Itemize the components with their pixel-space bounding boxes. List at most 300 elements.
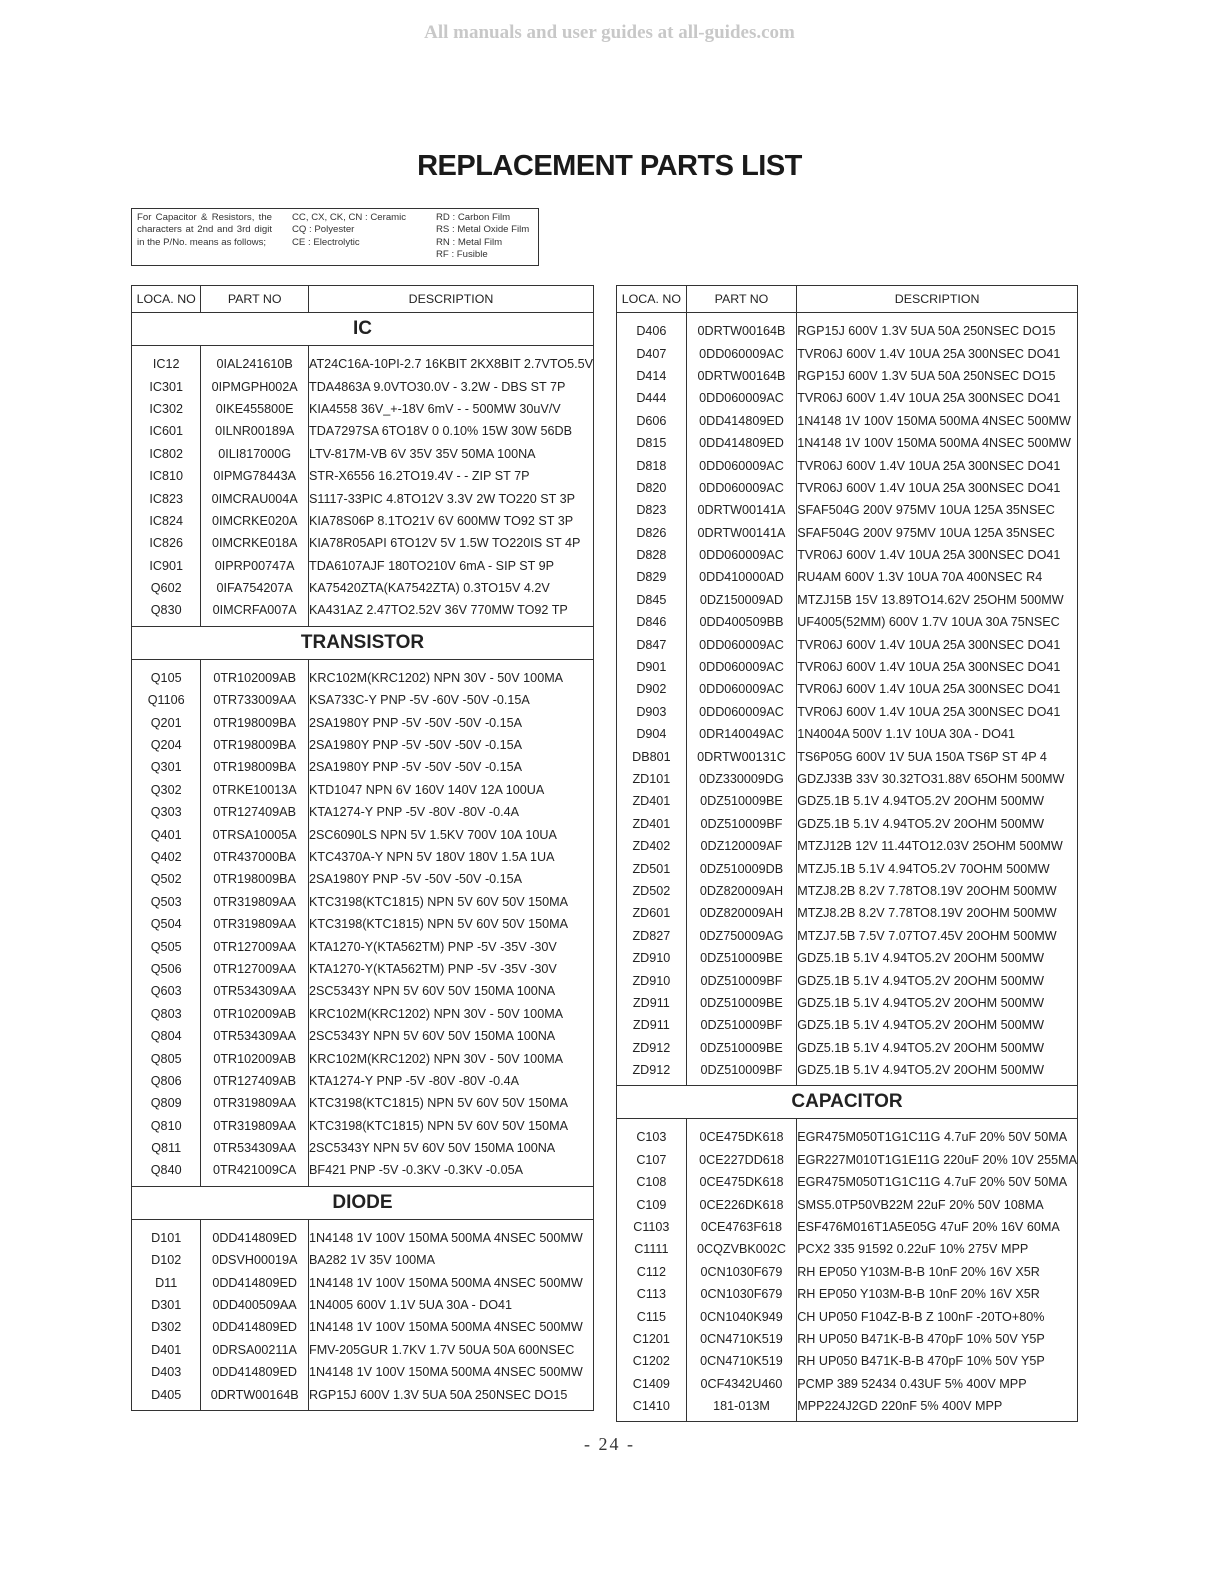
table-row (617, 342, 1078, 364)
part-no-cell: 0DZ820009AH (686, 902, 796, 924)
loca-no-cell: C1202 (617, 1350, 687, 1372)
description-cell: MTZJ7.5B 7.5V 7.07TO7.45V 20OHM 500MW (797, 925, 1078, 947)
description-cell: 2SC5343Y NPN 5V 60V 50V 150MA 100NA (309, 1025, 594, 1047)
part-no-cell: 0TR127009AA (201, 935, 309, 957)
table-row (132, 958, 594, 980)
description-cell: RH UP050 B471K-B-B 470pF 10% 50V Y5P (797, 1350, 1078, 1372)
part-no-cell: 0CE226DK618 (686, 1193, 796, 1215)
loca-no-cell: ZD912 (617, 1037, 687, 1059)
table-row (132, 734, 594, 756)
part-no-cell: 0IMCRFA007A (201, 599, 309, 626)
table-row (132, 510, 594, 532)
description-cell: 1N4148 1V 100V 150MA 500MA 4NSEC 500MW (309, 1219, 594, 1249)
table-row (617, 880, 1078, 902)
table-row (617, 1216, 1078, 1238)
loca-no-cell: Q303 (132, 801, 201, 823)
table-row (617, 454, 1078, 476)
table-row (132, 398, 594, 420)
legend-column-2 (292, 212, 430, 249)
part-no-cell: 0DRTW00164B (686, 313, 796, 343)
description-cell: TDA4863A 9.0VTO30.0V - 3.2W - DBS ST 7P (309, 375, 594, 397)
loca-no-cell: Q204 (132, 734, 201, 756)
description-cell: MTZJ8.2B 8.2V 7.78TO8.19V 20OHM 500MW (797, 902, 1078, 924)
table-row (132, 1316, 594, 1338)
description-cell: 2SC5343Y NPN 5V 60V 50V 150MA 100NA (309, 980, 594, 1002)
table-row (132, 1249, 594, 1271)
loca-no-cell: D828 (617, 544, 687, 566)
loca-no-cell: C109 (617, 1193, 687, 1215)
table-row (617, 902, 1078, 924)
part-no-cell: 0TR319809AA (201, 1092, 309, 1114)
loca-no-cell: D606 (617, 410, 687, 432)
part-no-cell: 0CE475DK618 (686, 1119, 796, 1149)
table-row (132, 935, 594, 957)
loca-no-cell: Q803 (132, 1003, 201, 1025)
loca-no-cell: D902 (617, 678, 687, 700)
description-cell: KRC102M(KRC1202) NPN 30V - 50V 100MA (309, 659, 594, 689)
description-cell: KTA1270-Y(KTA562TM) PNP -5V -35V -30V (309, 935, 594, 957)
description-cell: TS6P05G 600V 1V 5UA 150A TS6P ST 4P 4 (797, 745, 1078, 767)
table-row (617, 1171, 1078, 1193)
description-cell: MTZJ8.2B 8.2V 7.78TO8.19V 20OHM 500MW (797, 880, 1078, 902)
loca-no-cell: ZD401 (617, 790, 687, 812)
description-cell: RU4AM 600V 1.3V 10UA 70A 400NSEC R4 (797, 566, 1078, 588)
table-row (132, 1115, 594, 1137)
part-no-cell: 0DRTW00164B (686, 365, 796, 387)
loca-no-cell: ZD911 (617, 1014, 687, 1036)
loca-no-cell: Q840 (132, 1159, 201, 1186)
description-cell: 2SA1980Y PNP -5V -50V -50V -0.15A (309, 868, 594, 890)
description-cell: 1N4005 600V 1.1V 5UA 30A - DO41 (309, 1294, 594, 1316)
description-cell: SFAF504G 200V 975MV 10UA 125A 35NSEC (797, 522, 1078, 544)
description-cell: EGR475M050T1G1C11G 4.7uF 20% 50V 50MA (797, 1171, 1078, 1193)
part-no-cell: 0DZ510009BE (686, 992, 796, 1014)
loca-no-cell: IC12 (132, 346, 201, 376)
part-no-cell: 0CE4763F618 (686, 1216, 796, 1238)
description-cell: KTA1274-Y PNP -5V -80V -80V -0.4A (309, 1070, 594, 1092)
loca-no-cell: D301 (132, 1294, 201, 1316)
part-no-cell: 0DD414809ED (201, 1271, 309, 1293)
section-header-row (132, 1186, 594, 1219)
table-row (617, 1373, 1078, 1395)
description-cell: RGP15J 600V 1.3V 5UA 50A 250NSEC DO15 (309, 1383, 594, 1410)
loca-no-cell: IC826 (132, 532, 201, 554)
part-no-cell: 0CN4710K519 (686, 1350, 796, 1372)
description-cell: UF4005(52MM) 600V 1.7V 10UA 30A 75NSEC (797, 611, 1078, 633)
part-no-cell: 0DRTW00141A (686, 499, 796, 521)
part-no-cell: 0DZ510009DB (686, 857, 796, 879)
loca-no-cell: C103 (617, 1119, 687, 1149)
section-header-row (132, 626, 594, 659)
part-no-cell: 0TR534309AA (201, 1025, 309, 1047)
description-cell: 1N4148 1V 100V 150MA 500MA 4NSEC 500MW (309, 1316, 594, 1338)
loca-no-cell: D845 (617, 589, 687, 611)
header-loca-no: LOCA. NO (617, 286, 687, 313)
loca-no-cell: Q201 (132, 711, 201, 733)
legend-line: RF : Fusible (436, 248, 488, 260)
table-row (617, 1305, 1078, 1327)
table-row (617, 1395, 1078, 1422)
description-cell: GDZ5.1B 5.1V 4.94TO5.2V 20OHM 500MW (797, 1059, 1078, 1086)
table-header-row (132, 286, 594, 313)
table-row (617, 723, 1078, 745)
table-row (617, 768, 1078, 790)
description-cell: KSA733C-Y PNP -5V -60V -50V -0.15A (309, 689, 594, 711)
table-row (617, 566, 1078, 588)
part-no-cell: 0TR102009AB (201, 1003, 309, 1025)
loca-no-cell: IC302 (132, 398, 201, 420)
part-no-cell: 0TRKE10013A (201, 779, 309, 801)
part-no-cell: 0DD414809ED (201, 1316, 309, 1338)
table-row (617, 365, 1078, 387)
header-description: DESCRIPTION (309, 286, 594, 313)
loca-no-cell: D901 (617, 656, 687, 678)
loca-no-cell: D11 (132, 1271, 201, 1293)
part-no-cell: 0IAL241610B (201, 346, 309, 376)
loca-no-cell: IC802 (132, 443, 201, 465)
loca-no-cell: D829 (617, 566, 687, 588)
description-cell: KTC3198(KTC1815) NPN 5V 60V 50V 150MA (309, 891, 594, 913)
part-no-cell: 0IFA754207A (201, 577, 309, 599)
loca-no-cell: D102 (132, 1249, 201, 1271)
table-row (132, 1092, 594, 1114)
part-no-cell: 0DZ330009DG (686, 768, 796, 790)
table-row (132, 779, 594, 801)
description-cell: KIA78R05API 6TO12V 5V 1.5W TO220IS ST 4P (309, 532, 594, 554)
legend-box (131, 208, 539, 266)
table-row (617, 544, 1078, 566)
description-cell: MTZJ12B 12V 11.44TO12.03V 25OHM 500MW (797, 835, 1078, 857)
table-row (132, 1025, 594, 1047)
part-no-cell: 0DSVH00019A (201, 1249, 309, 1271)
description-cell: 1N4148 1V 100V 150MA 500MA 4NSEC 500MW (797, 410, 1078, 432)
loca-no-cell: Q302 (132, 779, 201, 801)
part-no-cell: 0CN4710K519 (686, 1328, 796, 1350)
description-cell: GDZ5.1B 5.1V 4.94TO5.2V 20OHM 500MW (797, 1037, 1078, 1059)
section-title: DIODE (132, 1186, 594, 1219)
part-no-cell: 0IPRP00747A (201, 555, 309, 577)
description-cell: KA431AZ 2.47TO2.52V 36V 770MW TO92 TP (309, 599, 594, 626)
table-row (132, 756, 594, 778)
table-row (132, 1159, 594, 1186)
loca-no-cell: C1111 (617, 1238, 687, 1260)
loca-no-cell: Q603 (132, 980, 201, 1002)
loca-no-cell: ZD911 (617, 992, 687, 1014)
description-cell: KTD1047 NPN 6V 160V 140V 12A 100UA (309, 779, 594, 801)
loca-no-cell: Q805 (132, 1047, 201, 1069)
legend-line: CC, CX, CK, CN : Ceramic (292, 212, 407, 223)
part-no-cell: 0DD414809ED (201, 1361, 309, 1383)
part-no-cell: 0DZ510009BF (686, 1059, 796, 1086)
header-description: DESCRIPTION (797, 286, 1078, 313)
table-row (132, 1137, 594, 1159)
part-no-cell: 0TR437000BA (201, 846, 309, 868)
loca-no-cell: IC301 (132, 375, 201, 397)
part-no-cell: 0TR127009AA (201, 958, 309, 980)
loca-no-cell: IC823 (132, 487, 201, 509)
section-header-row (132, 313, 594, 346)
part-no-cell: 0CN1040K949 (686, 1305, 796, 1327)
description-cell: KTC4370A-Y NPN 5V 180V 180V 1.5A 1UA (309, 846, 594, 868)
table-row (617, 701, 1078, 723)
part-no-cell: 0TR319809AA (201, 913, 309, 935)
table-row (132, 532, 594, 554)
description-cell: MTZJ15B 15V 13.89TO14.62V 25OHM 500MW (797, 589, 1078, 611)
table-row (132, 1361, 594, 1383)
description-cell: KTA1270-Y(KTA562TM) PNP -5V -35V -30V (309, 958, 594, 980)
table-row (132, 711, 594, 733)
loca-no-cell: C1103 (617, 1216, 687, 1238)
table-row (617, 1119, 1078, 1149)
description-cell: EGR227M010T1G1E11G 220uF 20% 10V 255MA (797, 1149, 1078, 1171)
loca-no-cell: D847 (617, 633, 687, 655)
legend-line: RD : Carbon Film (436, 212, 511, 223)
description-cell: GDZ5.1B 5.1V 4.94TO5.2V 20OHM 500MW (797, 947, 1078, 969)
loca-no-cell: Q810 (132, 1115, 201, 1137)
part-no-cell: 0DD060009AC (686, 701, 796, 723)
loca-no-cell: Q502 (132, 868, 201, 890)
loca-no-cell: C107 (617, 1149, 687, 1171)
description-cell: ESF476M016T1A5E05G 47uF 20% 16V 60MA (797, 1216, 1078, 1238)
legend-line: RS : Metal Oxide Film (436, 224, 530, 236)
header-part-no: PART NO (686, 286, 796, 313)
loca-no-cell: ZD501 (617, 857, 687, 879)
description-cell: 2SA1980Y PNP -5V -50V -50V -0.15A (309, 711, 594, 733)
part-no-cell: 0DZ510009BE (686, 790, 796, 812)
description-cell: 1N4148 1V 100V 150MA 500MA 4NSEC 500MW (309, 1361, 594, 1383)
loca-no-cell: D846 (617, 611, 687, 633)
part-no-cell: 0IPMG78443A (201, 465, 309, 487)
part-no-cell: 0DD060009AC (686, 678, 796, 700)
loca-no-cell: ZD402 (617, 835, 687, 857)
loca-no-cell: ZD502 (617, 880, 687, 902)
header-part-no: PART NO (201, 286, 309, 313)
table-row (132, 555, 594, 577)
loca-no-cell: Q504 (132, 913, 201, 935)
description-cell: SFAF504G 200V 975MV 10UA 125A 35NSEC (797, 499, 1078, 521)
part-no-cell: 0TR421009CA (201, 1159, 309, 1186)
description-cell: GDZ5.1B 5.1V 4.94TO5.2V 20OHM 500MW (797, 1014, 1078, 1036)
description-cell: GDZ5.1B 5.1V 4.94TO5.2V 20OHM 500MW (797, 813, 1078, 835)
loca-no-cell: D403 (132, 1361, 201, 1383)
table-row (617, 522, 1078, 544)
part-no-cell: 0CN1030F679 (686, 1283, 796, 1305)
table-row (617, 477, 1078, 499)
table-row (617, 1261, 1078, 1283)
loca-no-cell: C108 (617, 1171, 687, 1193)
table-row (132, 868, 594, 890)
description-cell: TVR06J 600V 1.4V 10UA 25A 300NSEC DO41 (797, 477, 1078, 499)
part-no-cell: 0TRSA10005A (201, 823, 309, 845)
description-cell: KRC102M(KRC1202) NPN 30V - 50V 100MA (309, 1047, 594, 1069)
description-cell: LTV-817M-VB 6V 35V 35V 50MA 100NA (309, 443, 594, 465)
table-row (617, 1037, 1078, 1059)
parts-table-left (131, 285, 594, 1411)
part-no-cell: 0DD060009AC (686, 387, 796, 409)
table-row (617, 992, 1078, 1014)
loca-no-cell: C1201 (617, 1328, 687, 1350)
description-cell: BA282 1V 35V 100MA (309, 1249, 594, 1271)
part-no-cell: 0DRSA00211A (201, 1339, 309, 1361)
part-no-cell: 0CN1030F679 (686, 1261, 796, 1283)
table-row (132, 913, 594, 935)
watermark: All manuals and user guides at all-guides.com (424, 22, 795, 43)
loca-no-cell: D401 (132, 1339, 201, 1361)
part-no-cell: 0DZ150009AD (686, 589, 796, 611)
description-cell: KTC3198(KTC1815) NPN 5V 60V 50V 150MA (309, 1115, 594, 1137)
description-cell: GDZ5.1B 5.1V 4.94TO5.2V 20OHM 500MW (797, 969, 1078, 991)
description-cell: MTZJ5.1B 5.1V 4.94TO5.2V 70OHM 500MW (797, 857, 1078, 879)
table-row (617, 313, 1078, 343)
table-row (617, 790, 1078, 812)
part-no-cell: 0DZ750009AG (686, 925, 796, 947)
table-row (132, 659, 594, 689)
part-no-cell: 0CQZVBK002C (686, 1238, 796, 1260)
header-loca-no: LOCA. NO (132, 286, 201, 313)
part-no-cell: 0IPMGPH002A (201, 375, 309, 397)
description-cell: AT24C16A-10PI-2.7 16KBIT 2KX8BIT 2.7VTO5.5V (309, 346, 594, 376)
legend-line: RN : Metal Film (436, 236, 503, 248)
page-title: REPLACEMENT PARTS LIST (417, 150, 802, 182)
loca-no-cell: C115 (617, 1305, 687, 1327)
description-cell: RH UP050 B471K-B-B 470pF 10% 50V Y5P (797, 1328, 1078, 1350)
loca-no-cell: Q505 (132, 935, 201, 957)
table-row (132, 1219, 594, 1249)
part-no-cell: 0DD414809ED (686, 432, 796, 454)
part-no-cell: 0DZ820009AH (686, 880, 796, 902)
part-no-cell: 0DD410000AD (686, 566, 796, 588)
loca-no-cell: Q503 (132, 891, 201, 913)
table-header-row (617, 286, 1078, 313)
table-row (617, 1193, 1078, 1215)
description-cell: RGP15J 600V 1.3V 5UA 50A 250NSEC DO15 (797, 313, 1078, 343)
table-row (617, 947, 1078, 969)
loca-no-cell: ZD101 (617, 768, 687, 790)
table-row (132, 980, 594, 1002)
part-no-cell: 0DD414809ED (201, 1219, 309, 1249)
loca-no-cell: D444 (617, 387, 687, 409)
loca-no-cell: Q602 (132, 577, 201, 599)
loca-no-cell: C113 (617, 1283, 687, 1305)
description-cell: KRC102M(KRC1202) NPN 30V - 50V 100MA (309, 1003, 594, 1025)
part-no-cell: 0DZ510009BF (686, 813, 796, 835)
description-cell: SMS5.0TP50VB22M 22uF 20% 50V 108MA (797, 1193, 1078, 1215)
loca-no-cell: D407 (617, 342, 687, 364)
loca-no-cell: ZD601 (617, 902, 687, 924)
loca-no-cell: D820 (617, 477, 687, 499)
part-no-cell: 0DR140049AC (686, 723, 796, 745)
table-row (132, 375, 594, 397)
loca-no-cell: D414 (617, 365, 687, 387)
part-no-cell: 0TR733009AA (201, 689, 309, 711)
table-row (132, 1047, 594, 1069)
table-row (132, 1070, 594, 1092)
table-row (132, 420, 594, 442)
part-no-cell: 0DD400509BB (686, 611, 796, 633)
part-no-cell: 0TR319809AA (201, 1115, 309, 1137)
description-cell: TVR06J 600V 1.4V 10UA 25A 300NSEC DO41 (797, 656, 1078, 678)
loca-no-cell: Q809 (132, 1092, 201, 1114)
table-row (132, 1339, 594, 1361)
part-no-cell: 0ILNR00189A (201, 420, 309, 442)
part-no-cell: 0DD060009AC (686, 656, 796, 678)
loca-no-cell: Q105 (132, 659, 201, 689)
part-no-cell: 0DZ510009BF (686, 969, 796, 991)
part-no-cell: 0DD060009AC (686, 477, 796, 499)
description-cell: KA75420ZTA(KA7542ZTA) 0.3TO15V 4.2V (309, 577, 594, 599)
table-row (617, 1238, 1078, 1260)
description-cell: KTA1274-Y PNP -5V -80V -80V -0.4A (309, 801, 594, 823)
description-cell: TVR06J 600V 1.4V 10UA 25A 300NSEC DO41 (797, 633, 1078, 655)
table-row (617, 813, 1078, 835)
loca-no-cell: D302 (132, 1316, 201, 1338)
description-cell: 2SC5343Y NPN 5V 60V 50V 150MA 100NA (309, 1137, 594, 1159)
loca-no-cell: D101 (132, 1219, 201, 1249)
table-row (132, 891, 594, 913)
table-row (617, 1350, 1078, 1372)
loca-no-cell: DB801 (617, 745, 687, 767)
legend-intro: For Capacitor & Resistors, the characters at 2nd and 3rd digit in the P/No. means as follows; (137, 212, 272, 248)
loca-no-cell: C112 (617, 1261, 687, 1283)
loca-no-cell: D815 (617, 432, 687, 454)
description-cell: 2SA1980Y PNP -5V -50V -50V -0.15A (309, 734, 594, 756)
page-number: - 24 - (584, 1434, 635, 1454)
description-cell: KTC3198(KTC1815) NPN 5V 60V 50V 150MA (309, 1092, 594, 1114)
table-row (132, 689, 594, 711)
table-row (617, 611, 1078, 633)
part-no-cell: 0CE475DK618 (686, 1171, 796, 1193)
description-cell: EGR475M050T1G1C11G 4.7uF 20% 50V 50MA (797, 1119, 1078, 1149)
table-row (617, 1014, 1078, 1036)
table-row (132, 1271, 594, 1293)
part-no-cell: 181-013M (686, 1395, 796, 1422)
description-cell: TVR06J 600V 1.4V 10UA 25A 300NSEC DO41 (797, 387, 1078, 409)
description-cell: PCMP 389 52434 0.43UF 5% 400V MPP (797, 1373, 1078, 1395)
description-cell: 1N4148 1V 100V 150MA 500MA 4NSEC 500MW (309, 1271, 594, 1293)
loca-no-cell: IC810 (132, 465, 201, 487)
part-no-cell: 0IMCRKE018A (201, 532, 309, 554)
part-no-cell: 0TR198009BA (201, 711, 309, 733)
part-no-cell: 0DZ510009BE (686, 947, 796, 969)
table-row (617, 387, 1078, 409)
table-row (617, 432, 1078, 454)
description-cell: TVR06J 600V 1.4V 10UA 25A 300NSEC DO41 (797, 342, 1078, 364)
part-no-cell: 0DZ510009BE (686, 1037, 796, 1059)
section-header-row (617, 1086, 1078, 1119)
description-cell: TVR06J 600V 1.4V 10UA 25A 300NSEC DO41 (797, 678, 1078, 700)
description-cell: CH UP050 F104Z-B-B Z 100nF -20TO+80% (797, 1305, 1078, 1327)
table-row (617, 499, 1078, 521)
loca-no-cell: Q811 (132, 1137, 201, 1159)
description-cell: 1N4148 1V 100V 150MA 500MA 4NSEC 500MW (797, 432, 1078, 454)
description-cell: BF421 PNP -5V -0.3KV -0.3KV -0.05A (309, 1159, 594, 1186)
part-no-cell: 0TR102009AB (201, 1047, 309, 1069)
part-no-cell: 0DD060009AC (686, 342, 796, 364)
loca-no-cell: Q806 (132, 1070, 201, 1092)
description-cell: RH EP050 Y103M-B-B 10nF 20% 16V X5R (797, 1283, 1078, 1305)
part-no-cell: 0TR534309AA (201, 980, 309, 1002)
part-no-cell: 0DRTW00131C (686, 745, 796, 767)
table-row (617, 1059, 1078, 1086)
loca-no-cell: ZD912 (617, 1059, 687, 1086)
loca-no-cell: C1410 (617, 1395, 687, 1422)
part-no-cell: 0DRTW00164B (201, 1383, 309, 1410)
table-row (617, 857, 1078, 879)
description-cell: GDZJ33B 33V 30.32TO31.88V 65OHM 500MW (797, 768, 1078, 790)
loca-no-cell: D826 (617, 522, 687, 544)
table-row (132, 465, 594, 487)
loca-no-cell: Q506 (132, 958, 201, 980)
